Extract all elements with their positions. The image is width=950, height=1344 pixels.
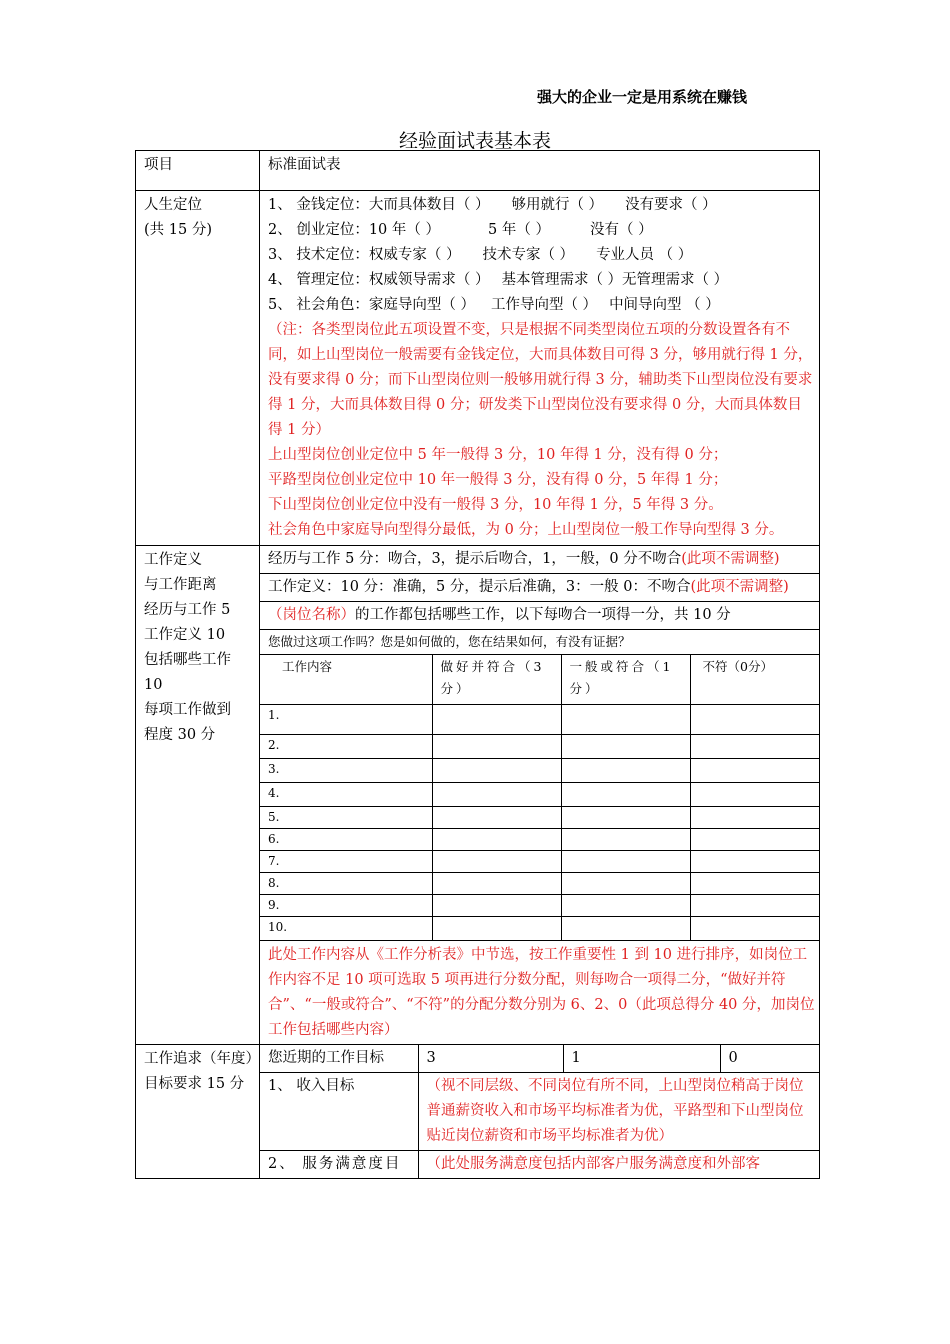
col-no-match: 不符（0分） [690,655,820,705]
goal-score-3: 3 [418,1045,563,1073]
income-goal-label: 1、 收入目标 [260,1073,418,1151]
row-number: 9. [260,895,432,917]
score-cell[interactable] [432,705,561,735]
money-positioning: 1、 金钱定位：大而具体数目（ ） 够用就行（ ） 没有要求（ ） [268,197,717,213]
label-line: 经历与工作 5 [144,602,231,618]
life-positioning-content [260,191,820,546]
table-header-row [136,151,820,191]
score-cell[interactable] [561,807,690,829]
interview-form-table [135,150,820,1179]
work-definition-inner-table [260,546,820,1044]
score-cell[interactable] [432,873,561,895]
row-number: 6. [260,829,432,851]
score-cell[interactable] [690,807,820,829]
row-number: 4. [260,783,432,807]
position-work-scope: （岗位名称）的工作都包括哪些工作，以下每吻合一项得一分，共 10 分 [260,602,820,630]
score-cell[interactable] [432,895,561,917]
work-content-note: 此处工作内容从《工作分析表》中节选，按工作重要性 1 到 10 进行排序，如岗位工作内容不足 10 项可选取 5 项再进行分数分配，则每吻合一项得二分，“做好并符合”、“一般或符合”、“不符”的分配分数分别为 6、2、0（此项总得分 40 分，加岗位工作包括哪些内容） [260,941,820,1045]
goal-score-0: 0 [720,1045,820,1073]
label-line: 与工作距离 [144,577,217,593]
score-cell[interactable] [690,917,820,941]
work-pursuit-row [136,1045,820,1179]
table-row [260,759,820,783]
header-standard-cell: 标准面试表 [260,151,820,191]
row-number: 3. [260,759,432,783]
definition-criteria: 工作定义：10 分：准确，5 分，提示后准确，3：一般 0：不吻合(此项不需调整) [260,574,820,602]
score-cell[interactable] [690,829,820,851]
work-pursuit-label [136,1045,260,1179]
table-row [260,917,820,941]
label-line: 10 [144,677,163,693]
life-positioning-row [136,191,820,546]
score-cell[interactable] [432,829,561,851]
score-cell[interactable] [690,873,820,895]
score-cell[interactable] [432,759,561,783]
table-row [260,735,820,759]
table-row [260,807,820,829]
work-pursuit-title: 工作追求（年度） [144,1051,260,1067]
goal-score-1: 1 [563,1045,720,1073]
score-cell[interactable] [561,783,690,807]
score-cell[interactable] [561,759,690,783]
row-number: 1. [260,705,432,735]
row-number: 5. [260,807,432,829]
label-line: 工作定义 [144,552,202,568]
col-work-content: 工作内容 [260,655,432,705]
work-pursuit-content [260,1045,820,1179]
score-cell[interactable] [690,895,820,917]
service-goal-label: 2、 服务满意度目 [260,1151,418,1179]
startup-positioning: 2、 创业定位：10 年（ ） 5 年（ ） 没有（ ） [268,222,653,238]
score-cell[interactable] [561,829,690,851]
life-positioning-title: 人生定位 [144,197,202,213]
table-row [260,873,820,895]
management-positioning: 4、 管理定位：权威领导需求（ ） 基本管理需求（ ）无管理需求（ ） [268,272,729,288]
score-cell[interactable] [690,759,820,783]
score-cell[interactable] [561,917,690,941]
col-general-match: 一般或符合（1分） [561,655,690,705]
table-row [260,895,820,917]
row-number: 10. [260,917,432,941]
score-cell[interactable] [690,735,820,759]
downhill-startup-note: 下山型岗位创业定位中没有一般得 3 分，10 年得 1 分，5 年得 3 分。 [268,497,723,513]
score-cell[interactable] [561,895,690,917]
uphill-startup-note: 上山型岗位创业定位中 5 年一般得 3 分，10 年得 1 分，没有得 0 分； [268,447,728,463]
label-line: 包括哪些工作 [144,652,231,668]
scoring-note: （注：各类型岗位此五项设置不变，只是根据不同类型岗位五项的分数设置各有不同，如上山型岗位一般需要有金钱定位，大而具体数目可得 3 分，够用就行得 1 分，没有要求得 0 分；而下山型岗位则一般够用就行得 3 分，辅助类下山型岗位没有要求得 1 分，大而具体数目得 0 分；研发类下山型岗位没有要求得 0 分，大而具体数目得 1 分） [268,322,813,438]
work-pursuit-points: 目标要求 15 分 [144,1076,245,1092]
tech-positioning: 3、 技术定位：权威专家（ ） 技术专家（ ） 专业人员 （ ） [268,247,693,263]
score-cell[interactable] [690,705,820,735]
header-item-cell: 项目 [136,151,260,191]
goal-label: 您近期的工作目标 [260,1045,418,1073]
row-number: 2. [260,735,432,759]
table-row [260,851,820,873]
score-cell[interactable] [561,705,690,735]
service-goal-note: （此处服务满意度包括内部客户服务满意度和外部客 [418,1151,820,1179]
work-pursuit-inner-table [260,1045,820,1178]
label-line: 工作定义 10 [144,627,226,643]
position-name-placeholder: （岗位名称） [268,607,355,623]
header-slogan: 强大的企业一定是用系统在赚钱 [537,88,748,106]
col-good-match: 做好并符合（3分） [432,655,561,705]
table-row [260,829,820,851]
experience-criteria: 经历与工作 5 分：吻合，3，提示后吻合，1，一般，0 分不吻合(此项不需调整) [260,546,820,574]
life-positioning-label [136,191,260,546]
work-definition-row [136,546,820,1045]
table-row [260,783,820,807]
score-cell[interactable] [561,851,690,873]
score-cell[interactable] [690,851,820,873]
score-cell[interactable] [432,917,561,941]
table-row [260,705,820,735]
life-positioning-points: (共 15 分) [144,222,212,238]
flat-startup-note: 平路型岗位创业定位中 10 年一般得 3 分，没有得 0 分，5 年得 1 分； [268,472,728,488]
row-number: 7. [260,851,432,873]
score-cell[interactable] [690,783,820,807]
work-definition-label [136,546,260,1045]
score-cell[interactable] [432,807,561,829]
score-cell[interactable] [561,873,690,895]
score-cell[interactable] [432,735,561,759]
score-cell[interactable] [432,851,561,873]
label-line: 每项工作做到 [144,702,231,718]
score-cell[interactable] [432,783,561,807]
document-title: 经验面试表基本表 [398,130,551,152]
interview-question: 您做过这项工作吗？您是如何做的，您在结果如何，有没有证据？ [260,630,820,655]
score-cell[interactable] [561,735,690,759]
row-number: 8. [260,873,432,895]
social-role: 5、 社会角色：家庭导向型（ ） 工作导向型（ ） 中间导向型 （ ） [268,297,720,313]
social-role-note: 社会角色中家庭导向型得分最低，为 0 分；上山型岗位一般工作导向型得 3 分。 [268,522,784,538]
income-goal-note: （视不同层级、不同岗位有所不同，上山型岗位稍高于岗位普通薪资收入和市场平均标准者为优，平路型和下山型岗位贴近岗位薪资和市场平均标准者为优） [418,1073,820,1151]
work-definition-content [260,546,820,1045]
label-line: 程度 30 分 [144,727,216,743]
